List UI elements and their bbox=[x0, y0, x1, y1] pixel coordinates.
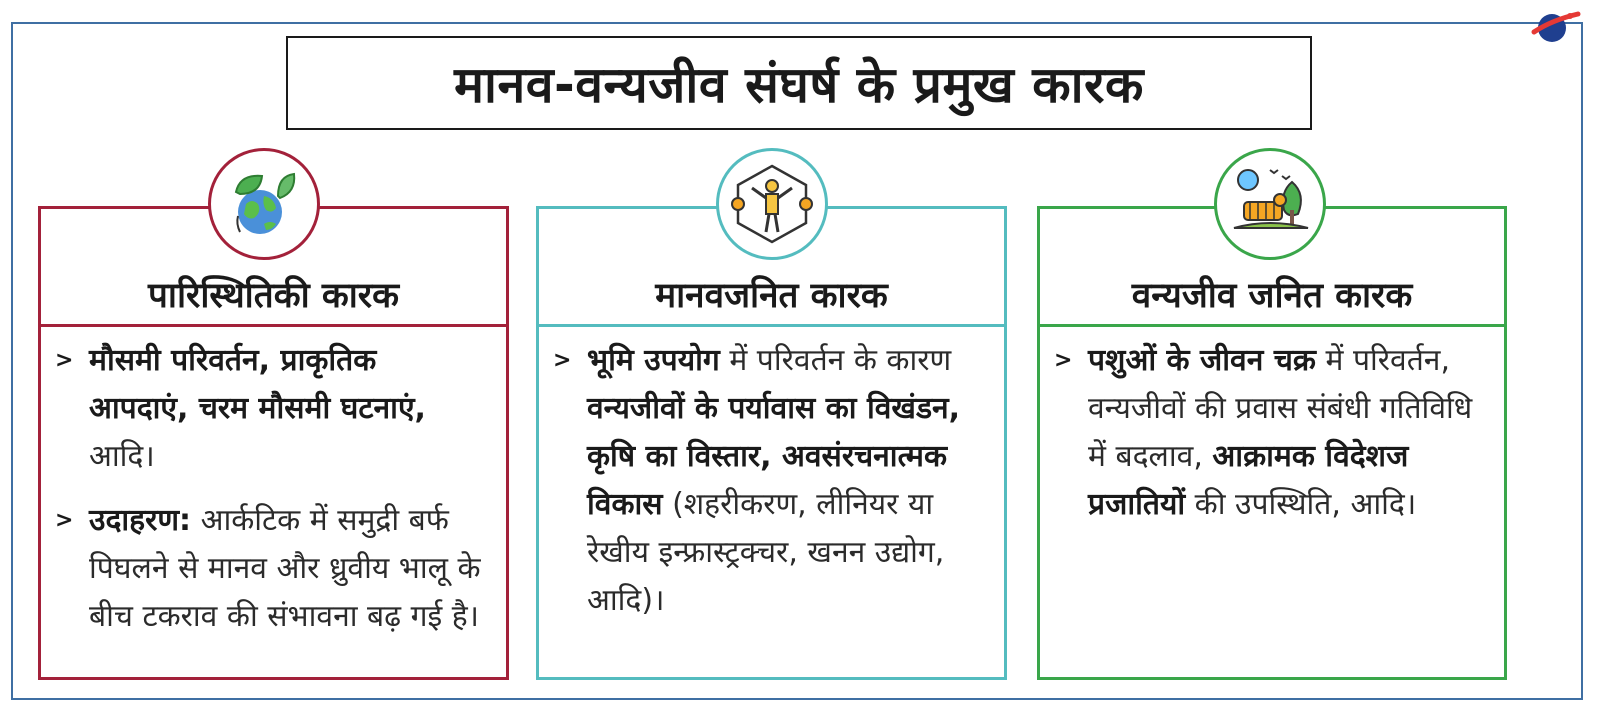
bullet-arrow-icon: > bbox=[55, 508, 74, 533]
card-heading: मानवजनित कारक bbox=[655, 276, 888, 316]
card-wildlife-factors bbox=[1037, 206, 1507, 680]
item-bold-text: भूमि उपयोग bbox=[587, 343, 720, 378]
list-item bbox=[1054, 337, 1482, 529]
item-bold-text: वन्यजीवों के पर्यावास का विखंडन, कृषि का विस्तार, अवसंरचनात्मक विकास bbox=[587, 391, 961, 522]
card-heading: पारिस्थितिकी कारक bbox=[148, 276, 399, 316]
tiger-tree-icon bbox=[1214, 148, 1326, 260]
human-figure-gears-icon bbox=[716, 148, 828, 260]
earth-leaves-icon bbox=[208, 148, 320, 260]
list-item bbox=[553, 337, 982, 625]
item-bold-text: मौसमी परिवर्तन, प्राकृतिक आपदाएं, चरम मौसमी घटनाएं, bbox=[89, 343, 426, 426]
item-text: (शहरीकरण, लीनियर या रेखीय इन्फ्रास्ट्रक्चर, खनन उद्योग, आदि)। bbox=[587, 487, 945, 618]
bullet-arrow-icon: > bbox=[1054, 348, 1073, 373]
card-heading: वन्यजीव जनित कारक bbox=[1131, 276, 1413, 316]
item-text: आर्कटिक में समुद्री बर्फ पिघलने से मानव और ध्रुवीय भालू के बीच टकराव की संभावना बढ़ गई है। bbox=[89, 503, 481, 634]
item-text: की उपस्थिति, आदि। bbox=[1185, 487, 1417, 522]
bullet-arrow-icon: > bbox=[553, 348, 572, 373]
title-box bbox=[286, 36, 1312, 130]
item-bold-text: आक्रामक विदेशज प्रजातियों bbox=[1088, 439, 1409, 522]
bullet-arrow-icon: > bbox=[55, 348, 74, 373]
page-title: मानव-वन्यजीव संघर्ष के प्रमुख कारक bbox=[454, 56, 1144, 114]
card-ecological-factors bbox=[38, 206, 509, 680]
item-bold-text: पशुओं के जीवन चक्र bbox=[1088, 343, 1316, 378]
item-bold-text: उदाहरण: bbox=[89, 503, 192, 538]
list-item bbox=[55, 497, 484, 641]
card-body bbox=[539, 331, 1004, 641]
item-text: में परिवर्तन, वन्यजीवों की प्रवास संबंधी गतिविधि में बदलाव, bbox=[1088, 343, 1473, 474]
card-body bbox=[1040, 331, 1504, 545]
item-text: में परिवर्तन के कारण bbox=[719, 343, 952, 378]
brand-logo-icon bbox=[1528, 6, 1582, 46]
card-body bbox=[41, 331, 506, 657]
card-anthropogenic-factors bbox=[536, 206, 1007, 680]
list-item bbox=[55, 337, 484, 481]
item-text: आदि। bbox=[89, 439, 155, 474]
